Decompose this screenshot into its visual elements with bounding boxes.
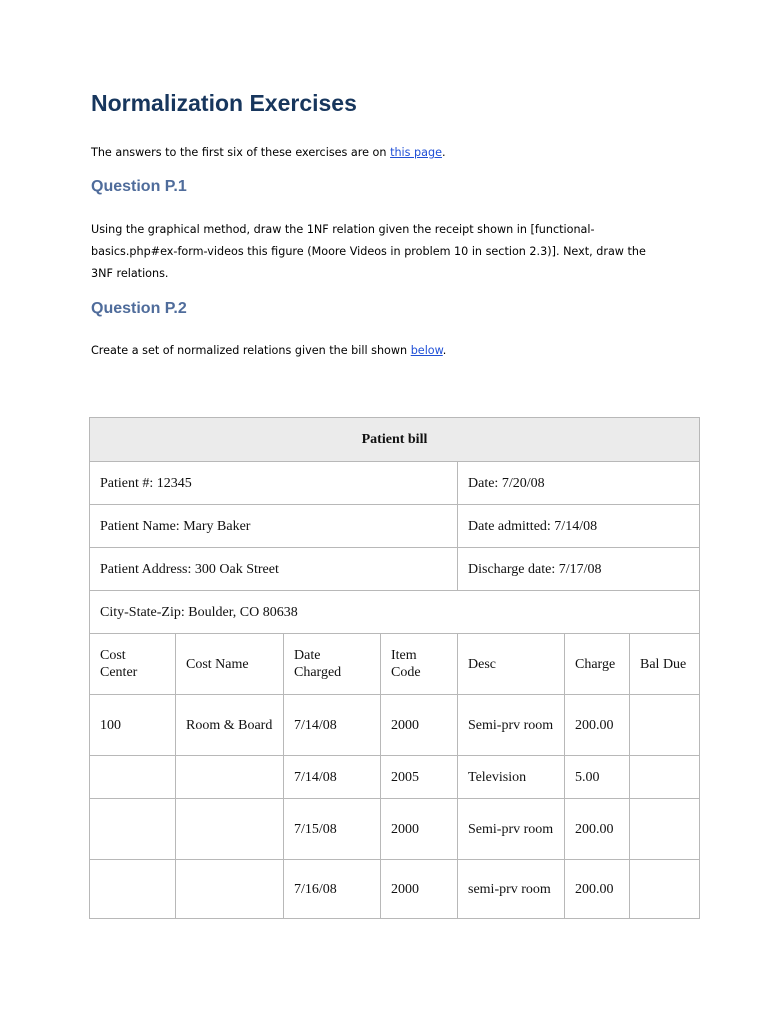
- bill-info-row: [90, 462, 700, 505]
- bill-date: Date: 7/20/08: [458, 462, 700, 505]
- table-cell: Semi-prv room: [458, 799, 565, 860]
- table-cell: [630, 860, 700, 919]
- table-cell: [176, 799, 284, 860]
- question-p2-text-end: .: [442, 344, 447, 357]
- patient-number: Patient #: 12345: [90, 462, 458, 505]
- table-cell: 200.00: [565, 860, 630, 919]
- table-cell: 2005: [381, 756, 458, 799]
- table-cell: Semi-prv room: [458, 695, 565, 756]
- table-cell: [630, 756, 700, 799]
- table-cell: 7/15/08: [284, 799, 381, 860]
- below-link[interactable]: below: [410, 344, 443, 357]
- bill-info-row: [90, 505, 700, 548]
- patient-address: Patient Address: 300 Oak Street: [90, 548, 458, 591]
- intro-text: The answers to the first six of these exercises are on: [91, 146, 391, 159]
- table-cell: 5.00: [565, 756, 630, 799]
- date-admitted: Date admitted: 7/14/08: [458, 505, 700, 548]
- question-p1-heading: Question P.1: [91, 178, 187, 195]
- table-row: [90, 799, 700, 860]
- table-cell: [630, 695, 700, 756]
- bill-info-row: [90, 591, 700, 634]
- table-row: [90, 695, 700, 756]
- intro-paragraph: [91, 142, 671, 164]
- table-cell: 200.00: [565, 695, 630, 756]
- table-cell: [90, 799, 176, 860]
- patient-name: Patient Name: Mary Baker: [90, 505, 458, 548]
- table-row: [90, 756, 700, 799]
- question-p2-heading: Question P.2: [91, 300, 187, 317]
- table-cell: [176, 756, 284, 799]
- column-header: Bal Due: [630, 634, 700, 695]
- patient-bill-table: [89, 417, 700, 919]
- this-page-link[interactable]: this page: [390, 146, 442, 159]
- table-cell: 2000: [381, 799, 458, 860]
- column-header: Item Code: [381, 634, 458, 695]
- table-cell: 7/14/08: [284, 756, 381, 799]
- table-cell: [176, 860, 284, 919]
- question-p2-text: [91, 340, 671, 362]
- table-cell: semi-prv room: [458, 860, 565, 919]
- page-title: Normalization Exercises: [91, 90, 357, 116]
- column-header: Cost Center: [90, 634, 176, 695]
- table-cell: 100: [90, 695, 176, 756]
- table-cell: Television: [458, 756, 565, 799]
- table-cell: 7/16/08: [284, 860, 381, 919]
- question-p2-text-start: Create a set of normalized relations given the bill shown: [91, 344, 411, 357]
- column-header-row: [90, 634, 700, 695]
- city-state-zip: City-State-Zip: Boulder, CO 80638: [90, 591, 700, 634]
- question-p1-text: Using the graphical method, draw the 1NF relation given the receipt shown in [functional-basics.php#ex-form-videos this figure (Moore Videos in problem 10 in section 2.3)]. Next, draw the 3NF relations.: [91, 223, 646, 280]
- table-row: [90, 860, 700, 919]
- table-cell: 2000: [381, 695, 458, 756]
- column-header: Date Charged: [284, 634, 381, 695]
- table-cell: [90, 756, 176, 799]
- table-cell: [630, 799, 700, 860]
- table-cell: 2000: [381, 860, 458, 919]
- bill-info-row: [90, 548, 700, 591]
- bill-title-row: [90, 418, 700, 462]
- table-cell: 7/14/08: [284, 695, 381, 756]
- table-cell: Room & Board: [176, 695, 284, 756]
- column-header: Cost Name: [176, 634, 284, 695]
- column-header: Desc: [458, 634, 565, 695]
- table-cell: 200.00: [565, 799, 630, 860]
- table-cell: [90, 860, 176, 919]
- column-header: Charge: [565, 634, 630, 695]
- intro-text-end: .: [441, 146, 446, 159]
- bill-title: Patient bill: [90, 418, 700, 462]
- discharge-date: Discharge date: 7/17/08: [458, 548, 700, 591]
